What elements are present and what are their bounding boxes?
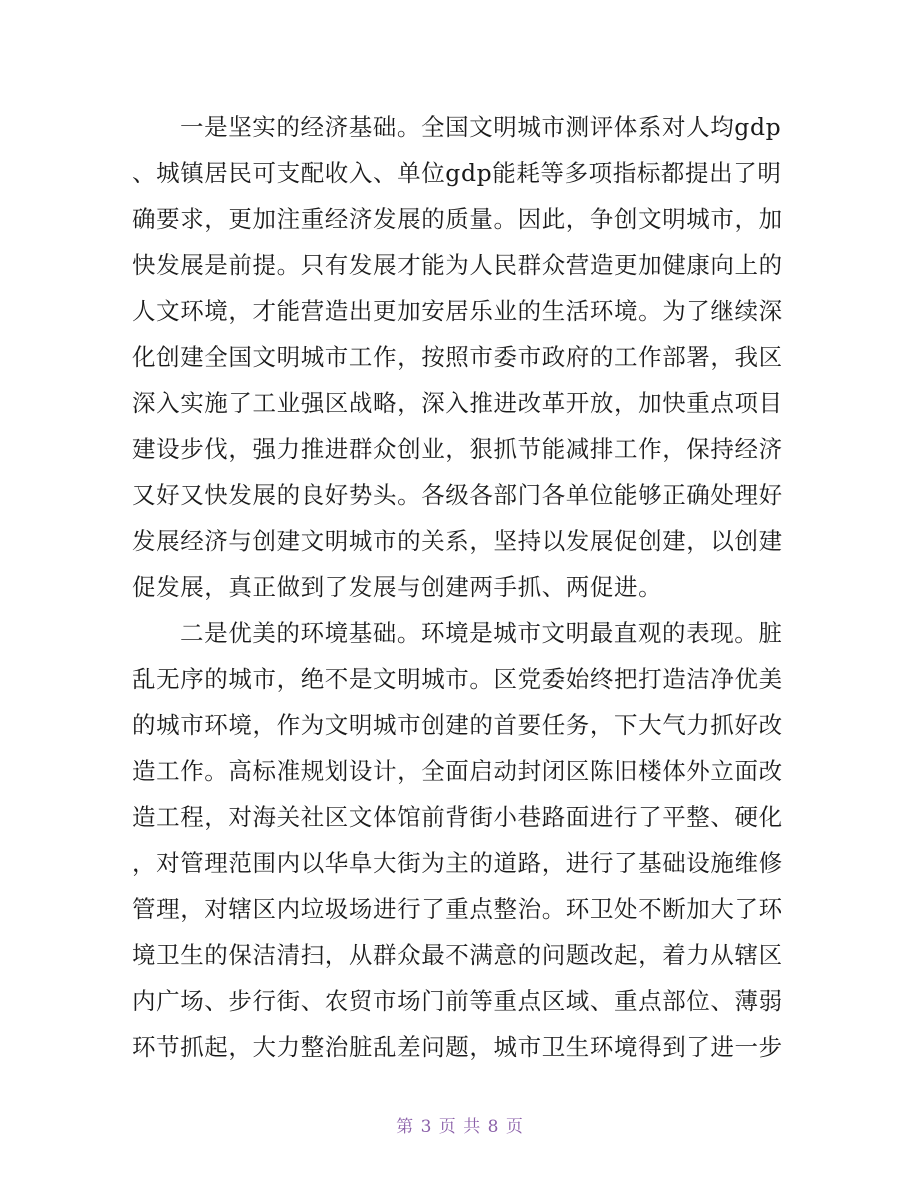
paragraph-1-line-9: 又好又快发展的良好势头。各级各部门各单位能够正确处理好 [132, 481, 783, 509]
paragraph-1-line-4: 快发展是前提。只有发展才能为人民群众营造更加健康向上的 [132, 251, 783, 279]
paragraph-1-line-8: 建设步伐，强力推进群众创业，狠抓节能减排工作，保持经济 [132, 435, 783, 463]
paragraph-1-line-6: 化创建全国文明城市工作，按照市委市政府的工作部署，我区 [132, 343, 783, 371]
paragraph-1-line-2: 、城镇居民可支配收入、单位gdp能耗等多项指标都提出了明 [132, 159, 782, 187]
paragraph-2-line-1: 二是优美的环境基础。环境是城市文明最直观的表现。脏 [180, 619, 783, 647]
paragraph-1-line-1: 一是坚实的经济基础。全国文明城市测评体系对人均gdp [180, 113, 782, 141]
paragraph-1-line-10: 发展经济与创建文明城市的关系，坚持以发展促创建，以创建 [132, 527, 783, 555]
paragraph-2-line-2: 乱无序的城市，绝不是文明城市。区党委始终把打造洁净优美 [132, 665, 783, 693]
paragraph-2-line-8: 境卫生的保洁清扫，从群众最不满意的问题改起，着力从辖区 [132, 941, 783, 969]
document-body [132, 104, 802, 1070]
page-number-footer: 第 3 页 共 8 页 [396, 1117, 524, 1137]
paragraph-2-line-9: 内广场、步行街、农贸市场门前等重点区域、重点部位、薄弱 [132, 987, 783, 1015]
paragraph-2-line-3: 的城市环境，作为文明城市创建的首要任务，下大气力抓好改 [132, 711, 783, 739]
paragraph-2-line-5: 造工程，对海关社区文体馆前背街小巷路面进行了平整、硬化 [132, 803, 783, 831]
paragraph-2-line-7: 管理，对辖区内垃圾场进行了重点整治。环卫处不断加大了环 [132, 895, 783, 923]
paragraph-1-line-3: 确要求，更加注重经济发展的质量。因此，争创文明城市，加 [132, 205, 783, 233]
paragraph-1-line-7: 深入实施了工业强区战略，深入推进改革开放，加快重点项目 [132, 389, 783, 417]
paragraph-2-line-10: 环节抓起，大力整治脏乱差问题，城市卫生环境得到了进一步 [132, 1033, 783, 1061]
paragraph-2-line-4: 造工作。高标准规划设计，全面启动封闭区陈旧楼体外立面改 [132, 757, 783, 785]
paragraph-1-line-11: 促发展，真正做到了发展与创建两手抓、两促进。 [132, 573, 663, 601]
paragraph-1-line-5: 人文环境，才能营造出更加安居乐业的生活环境。为了继续深 [132, 297, 783, 325]
paragraph-2-line-6: ，对管理范围内以华阜大街为主的道路，进行了基础设施维修 [132, 849, 783, 877]
